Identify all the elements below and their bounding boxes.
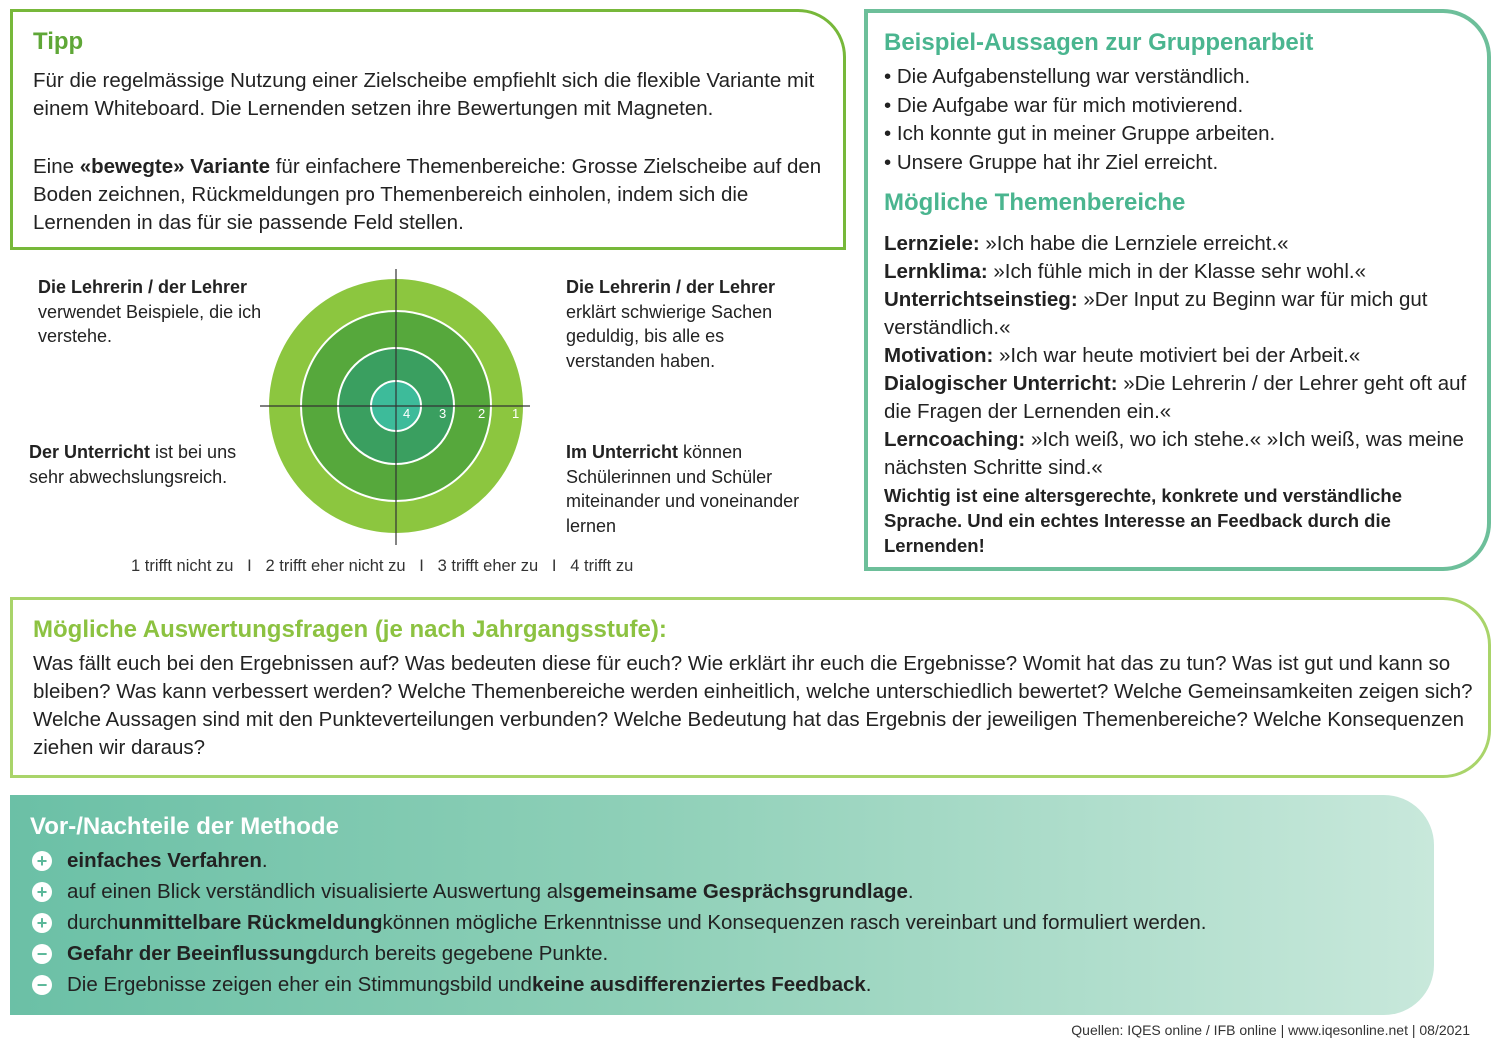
- themen-item: Unterrichtseinstieg: »Der Input zu Beginn war für mich gut verständlich.«: [884, 288, 1428, 339]
- plus-icon: +: [32, 913, 52, 933]
- pro-item: + durch unmittelbare Rückmeldung können mögliche Erkenntnisse und Konsequenzen rasch vereinbart und formuliert werden.: [32, 909, 1206, 937]
- target-diagram: [255, 265, 535, 550]
- themen-item: Lernziele: »Ich habe die Lernziele erreicht.«: [884, 232, 1289, 255]
- themen-title: Mögliche Themenbereiche: [884, 189, 1186, 216]
- beispiel-list: [884, 63, 1275, 177]
- target-label-top-left: Die Lehrerin / der Lehrer verwendet Beispiele, die ich verstehe.: [38, 277, 262, 346]
- plus-icon: +: [32, 882, 52, 902]
- list-item: • Die Aufgabe war für mich motivierend.: [884, 92, 1275, 121]
- pro-item: + einfaches Verfahren .: [32, 847, 268, 875]
- target-label-bottom-left: Der Unterricht ist bei uns sehr abwechslungsreich.: [29, 442, 237, 487]
- ring-label-2: 2: [478, 406, 486, 421]
- methode-box: [10, 795, 1434, 1015]
- tipp-title: Tipp: [33, 28, 84, 55]
- minus-icon: −: [32, 975, 52, 995]
- con-item: − Die Ergebnisse zeigen eher ein Stimmungsbild und keine ausdifferenziertes Feedback .: [32, 971, 871, 999]
- auswertung-title: Mögliche Auswertungsfragen (je nach Jahrgangsstufe):: [33, 616, 667, 643]
- ring-label-1: 1: [512, 406, 520, 421]
- target-scale-legend: 1 trifft nicht zu I 2 trifft eher nicht zu I 3 trifft eher zu I 4 trifft zu: [131, 557, 634, 575]
- list-item: • Ich konnte gut in meiner Gruppe arbeiten.: [884, 120, 1275, 149]
- tipp-paragraph-1: Für die regelmässige Nutzung einer Zielscheibe empfiehlt sich die flexible Variante mit einem Whiteboard. Die Lernenden setzen ihre Bewertungen mit Magneten.: [33, 69, 815, 120]
- beispiel-title: Beispiel-Aussagen zur Gruppenarbeit: [884, 29, 1314, 56]
- themen-item: Dialogischer Unterricht: »Die Lehrerin / der Lehrer geht oft auf die Fragen der Lernenden ein.«: [884, 372, 1467, 423]
- methode-title: Vor-/Nachteile der Methode: [30, 813, 339, 840]
- wichtig-note: Wichtig ist eine altersgerechte, konkrete und verständliche Sprache. Und ein echtes Interesse an Feedback durch die Lernenden!: [884, 485, 1402, 556]
- minus-icon: −: [32, 944, 52, 964]
- pro-item: + auf einen Blick verständlich visualisierte Auswertung als gemeinsame Gesprächsgrundlage .: [32, 878, 914, 906]
- plus-icon: +: [32, 851, 52, 871]
- themen-item: Motivation: »Ich war heute motiviert bei der Arbeit.«: [884, 344, 1361, 367]
- auswertung-text: Was fällt euch bei den Ergebnissen auf? Was bedeuten diese für euch? Wie erklärt ihr euch die Ergebnisse? Womit hat das zu tun? Was ist gut und kann so bleiben? Was kann verbessert werden? Welche Themenbereiche werden einheitlich, welche unterschiedlich bewertet? Welche Gemeinsamkeiten zeigen sich? Welche Aussagen sind mit den Punkteverteilungen verbunden? Welche Bedeutung hat das Ergebnis der jeweiligen Themenbereiche? Welche Konsequenzen ziehen wir daraus?: [33, 652, 1473, 759]
- target-label-bottom-right: Im Unterricht können Schülerinnen und Schüler miteinander und voneinander lernen: [566, 442, 800, 536]
- themen-item: Lerncoaching: »Ich weiß, wo ich stehe.« »Ich weiß, was meine nächsten Schritte sind.«: [884, 428, 1464, 479]
- list-item: • Unsere Gruppe hat ihr Ziel erreicht.: [884, 149, 1275, 178]
- target-label-top-right: Die Lehrerin / der Lehrer erklärt schwierige Sachen geduldig, bis alle es verstanden haben.: [566, 277, 776, 371]
- auswertung-box: [10, 597, 1491, 778]
- tipp-bold-variant: «bewegte» Variante: [79, 155, 271, 178]
- ring-label-4: 4: [403, 406, 411, 421]
- themen-item: Lernklima: »Ich fühle mich in der Klasse sehr wohl.«: [884, 260, 1366, 283]
- list-item: • Die Aufgabenstellung war verständlich.: [884, 63, 1275, 92]
- ring-label-3: 3: [439, 406, 447, 421]
- themen-list: [884, 230, 1484, 482]
- con-item: − Gefahr der Beeinflussung durch bereits gegebene Punkte.: [32, 940, 608, 968]
- beispiel-box: [864, 9, 1491, 571]
- tipp-paragraph-2: Eine «bewegte» Variante für einfachere Themenbereiche: Grosse Zielscheibe auf den Boden zeichnen, Rückmeldungen pro Themenbereich einholen, indem sich die Lernenden in das für sie passende Feld stellen.: [33, 155, 822, 234]
- tipp-box: [10, 9, 846, 250]
- source-footer: Quellen: IQES online / IFB online | www.iqesonline.net | 08/2021: [1071, 1022, 1470, 1038]
